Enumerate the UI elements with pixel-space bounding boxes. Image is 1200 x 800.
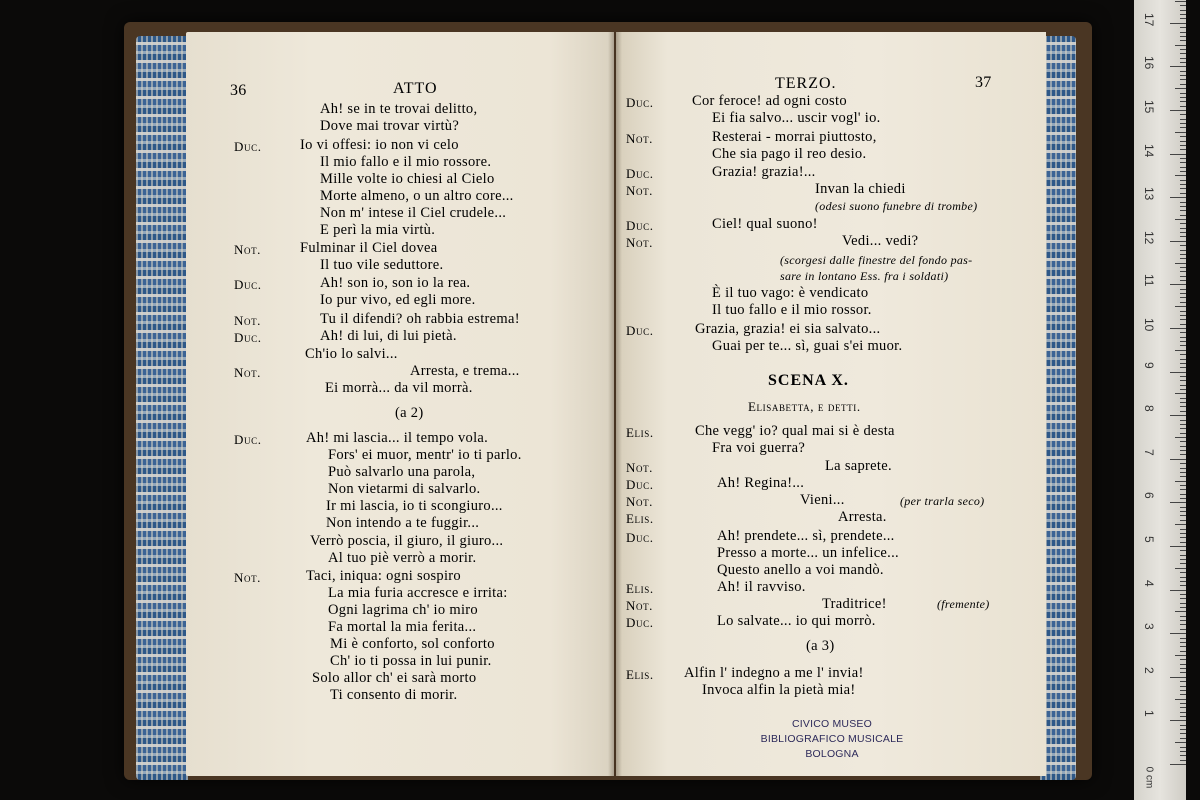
speaker-label: Elis. bbox=[626, 667, 654, 682]
ruler-tick bbox=[1175, 393, 1186, 394]
verse-line: Ir mi lascia, io ti scongiuro... bbox=[326, 498, 503, 514]
ruler-tick bbox=[1180, 267, 1186, 268]
ruler-tick bbox=[1170, 66, 1186, 67]
ruler-tick bbox=[1180, 755, 1186, 756]
verse-line: Invoca alfin la pietà mia! bbox=[702, 682, 856, 698]
speaker-label: Duc. bbox=[234, 277, 262, 292]
ruler-tick bbox=[1180, 694, 1186, 695]
ruler-tick bbox=[1180, 232, 1186, 233]
ruler-tick bbox=[1180, 79, 1186, 80]
verse-line: Il tuo vile seduttore. bbox=[320, 257, 444, 273]
speaker-label: Duc. bbox=[234, 139, 262, 154]
verse-line: (per trarla seco) bbox=[900, 494, 985, 508]
ruler-tick bbox=[1180, 337, 1186, 338]
verse-line: Arresta, e trema... bbox=[410, 363, 520, 379]
verse-line: Ah! il ravviso. bbox=[717, 579, 806, 595]
ruler-tick bbox=[1170, 284, 1186, 285]
ruler-tick bbox=[1180, 223, 1186, 224]
book-edge-marbled-left bbox=[136, 36, 188, 780]
verse-line: (a 2) bbox=[395, 405, 424, 421]
ruler-tick bbox=[1180, 463, 1186, 464]
ruler-tick bbox=[1180, 62, 1186, 63]
ruler-tick bbox=[1180, 707, 1186, 708]
ruler-tick bbox=[1180, 428, 1186, 429]
ruler-tick bbox=[1180, 515, 1186, 516]
ruler-tick bbox=[1180, 703, 1186, 704]
ruler-tick bbox=[1180, 141, 1186, 142]
verse-line: Grazia! grazia!... bbox=[712, 164, 816, 180]
speaker-label: Not. bbox=[234, 313, 262, 328]
ruler-number: 9 bbox=[1142, 361, 1156, 369]
ruler-tick bbox=[1180, 363, 1186, 364]
ruler-tick bbox=[1175, 1, 1186, 2]
right-page-number: 37 bbox=[975, 74, 992, 91]
ruler-tick bbox=[1180, 733, 1186, 734]
ruler-tick bbox=[1175, 655, 1186, 656]
ruler-tick bbox=[1180, 476, 1186, 477]
ruler-tick bbox=[1170, 154, 1186, 155]
ruler-tick bbox=[1180, 215, 1186, 216]
ruler-tick bbox=[1170, 633, 1186, 634]
ruler-tick bbox=[1180, 53, 1186, 54]
ruler-tick bbox=[1180, 450, 1186, 451]
verse-line: sare in lontano Ess. fra i soldati) bbox=[780, 269, 949, 283]
ruler-tick bbox=[1180, 367, 1186, 368]
ruler-tick bbox=[1175, 306, 1186, 307]
ruler-tick bbox=[1180, 14, 1186, 15]
verse-line: Morte almeno, o un altro core... bbox=[320, 188, 514, 204]
ruler-tick bbox=[1180, 659, 1186, 660]
verse-line: Ogni lagrima ch' io miro bbox=[328, 602, 478, 618]
ruler-tick bbox=[1180, 71, 1186, 72]
ruler-number: 5 bbox=[1142, 536, 1156, 543]
ruler-tick bbox=[1180, 563, 1186, 564]
ruler-tick bbox=[1180, 18, 1186, 19]
ruler-tick bbox=[1180, 629, 1186, 630]
ruler-tick bbox=[1180, 716, 1186, 717]
ruler-tick bbox=[1170, 764, 1186, 765]
verse-line: Cor feroce! ad ogni costo bbox=[692, 93, 847, 109]
verse-line: È il tuo vago: è vendicato bbox=[712, 285, 869, 301]
ruler-tick bbox=[1180, 114, 1186, 115]
ruler-tick bbox=[1175, 699, 1186, 700]
verse-line: Taci, iniqua: ogni sospiro bbox=[306, 568, 461, 584]
ruler-tick bbox=[1180, 345, 1186, 346]
ruler-tick bbox=[1180, 433, 1186, 434]
speaker-label: Elis. bbox=[626, 425, 654, 440]
ruler-tick bbox=[1180, 315, 1186, 316]
ruler-number: 4 bbox=[1142, 579, 1156, 587]
ruler-tick bbox=[1180, 171, 1186, 172]
right-running-head: TERZO. bbox=[775, 75, 837, 92]
ruler-tick bbox=[1180, 158, 1186, 159]
ruler-tick bbox=[1180, 725, 1186, 726]
ruler-number: 14 bbox=[1142, 143, 1156, 157]
verse-line: Vedi... vedi? bbox=[842, 233, 919, 249]
speaker-label: Duc. bbox=[626, 95, 654, 110]
ruler-tick bbox=[1180, 624, 1186, 625]
ruler-tick bbox=[1180, 311, 1186, 312]
ruler-tick bbox=[1175, 611, 1186, 612]
ruler-tick bbox=[1175, 132, 1186, 133]
verse-line: Ah! mi lascia... il tempo vola. bbox=[306, 430, 489, 446]
ruler-tick bbox=[1170, 23, 1186, 24]
ruler-tick bbox=[1170, 720, 1186, 721]
verse-line: Resterai - morrai piuttosto, bbox=[712, 129, 877, 145]
ruler-tick bbox=[1180, 254, 1186, 255]
speaker-label: Not. bbox=[626, 460, 654, 475]
ruler-tick bbox=[1175, 219, 1186, 220]
ruler-tick bbox=[1180, 93, 1186, 94]
ruler-number: 11 bbox=[1142, 274, 1156, 287]
verse-line: Elisabetta, e detti. bbox=[748, 399, 861, 414]
ruler-tick bbox=[1180, 594, 1186, 595]
ruler-tick bbox=[1180, 494, 1186, 495]
ruler-tick bbox=[1180, 258, 1186, 259]
ruler-tick bbox=[1180, 738, 1186, 739]
ruler-tick bbox=[1180, 672, 1186, 673]
ruler-tick bbox=[1180, 84, 1186, 85]
ruler-tick bbox=[1180, 193, 1186, 194]
ruler-tick bbox=[1180, 276, 1186, 277]
ruler-tick bbox=[1180, 27, 1186, 28]
ruler-tick bbox=[1180, 188, 1186, 189]
ruler-tick bbox=[1180, 302, 1186, 303]
ruler-tick bbox=[1180, 245, 1186, 246]
verse-line: Ei fia salvo... uscir vogl' io. bbox=[712, 110, 881, 126]
ruler-tick bbox=[1180, 250, 1186, 251]
ruler-tick bbox=[1180, 441, 1186, 442]
ruler-tick bbox=[1180, 555, 1186, 556]
ruler-tick bbox=[1175, 175, 1186, 176]
verse-line: (a 3) bbox=[806, 638, 835, 654]
verse-line: Grazia, grazia! ei sia salvato... bbox=[695, 321, 881, 337]
ruler-tick bbox=[1180, 420, 1186, 421]
ruler-tick bbox=[1170, 372, 1186, 373]
speaker-label: Not. bbox=[626, 598, 654, 613]
ruler-tick bbox=[1180, 690, 1186, 691]
ruler-number: 15 bbox=[1142, 100, 1156, 114]
ruler-number: 8 bbox=[1142, 405, 1156, 412]
ruler-tick bbox=[1180, 712, 1186, 713]
ruler-tick bbox=[1180, 119, 1186, 120]
speaker-label: Not. bbox=[626, 183, 654, 198]
ruler-tick bbox=[1180, 10, 1186, 11]
ruler-number: 17 bbox=[1142, 12, 1156, 27]
ruler-tick bbox=[1180, 472, 1186, 473]
verse-line: Presso a morte... un infelice... bbox=[717, 545, 899, 561]
ruler-tick bbox=[1180, 446, 1186, 447]
verse-line: Arresta. bbox=[838, 509, 887, 525]
ruler-tick bbox=[1180, 406, 1186, 407]
ruler-tick bbox=[1170, 546, 1186, 547]
ruler-tick bbox=[1180, 642, 1186, 643]
verse-line: Io vi offesi: io non vi celo bbox=[300, 137, 459, 153]
speaker-label: Elis. bbox=[626, 581, 654, 596]
ruler-tick bbox=[1170, 197, 1186, 198]
ruler-tick bbox=[1180, 668, 1186, 669]
ruler-tick bbox=[1180, 616, 1186, 617]
speaker-label: Not. bbox=[626, 494, 654, 509]
ruler-tick bbox=[1180, 293, 1186, 294]
ruler-tick bbox=[1180, 136, 1186, 137]
verse-line: Lo salvate... io qui morrò. bbox=[717, 613, 876, 629]
ruler-tick bbox=[1180, 184, 1186, 185]
verse-line: Guai per te... sì, guai s'ei muor. bbox=[712, 338, 903, 354]
ruler-tick bbox=[1180, 507, 1186, 508]
verse-line: Fors' ei muor, mentr' io ti parlo. bbox=[328, 447, 522, 463]
ruler-tick bbox=[1180, 145, 1186, 146]
ruler-tick bbox=[1180, 760, 1186, 761]
verse-line: Mille volte io chiesi al Cielo bbox=[320, 171, 495, 187]
verse-line: Fulminar il Ciel dovea bbox=[300, 240, 438, 256]
ruler-tick bbox=[1180, 162, 1186, 163]
verse-line: Verrò poscia, il giuro, il giuro... bbox=[310, 533, 504, 549]
ruler-tick bbox=[1180, 354, 1186, 355]
ruler-tick bbox=[1175, 524, 1186, 525]
verse-line: Al tuo piè verrò a morir. bbox=[328, 550, 477, 566]
ruler-tick bbox=[1180, 359, 1186, 360]
ruler-tick bbox=[1180, 686, 1186, 687]
verse-line: (fremente) bbox=[937, 597, 990, 611]
ruler-tick bbox=[1180, 498, 1186, 499]
speaker-label: Not. bbox=[234, 365, 262, 380]
ruler-tick bbox=[1180, 180, 1186, 181]
ruler-tick bbox=[1170, 502, 1186, 503]
ruler-tick bbox=[1170, 241, 1186, 242]
stamp-line-1: CIVICO MUSEO bbox=[792, 718, 872, 730]
ruler-number: 1 bbox=[1142, 710, 1156, 718]
ruler-number: 16 bbox=[1142, 56, 1156, 70]
speaker-label: Not. bbox=[234, 242, 262, 257]
measurement-ruler bbox=[1134, 0, 1186, 800]
speaker-label: Duc. bbox=[626, 477, 654, 492]
ruler-tick bbox=[1180, 550, 1186, 551]
ruler-tick bbox=[1180, 533, 1186, 534]
verse-line: La mia furia accresce e irrita: bbox=[328, 585, 508, 601]
ruler-tick bbox=[1175, 437, 1186, 438]
ruler-tick bbox=[1180, 97, 1186, 98]
verse-line: Ah! se in te trovai delitto, bbox=[320, 101, 478, 117]
ruler-tick bbox=[1180, 664, 1186, 665]
ruler-tick bbox=[1180, 751, 1186, 752]
verse-line: Ah! prendete... sì, prendete... bbox=[717, 528, 895, 544]
ruler-tick bbox=[1180, 149, 1186, 150]
verse-line: Ah! son io, son io la rea. bbox=[320, 275, 471, 291]
verse-line: Fra voi guerra? bbox=[712, 440, 806, 456]
ruler-tick bbox=[1175, 45, 1186, 46]
verse-line: Che vegg' io? qual mai si è desta bbox=[695, 423, 895, 439]
ruler-tick bbox=[1180, 603, 1186, 604]
verse-line: Il tuo fallo e il mio rossor. bbox=[712, 302, 872, 318]
ruler-tick bbox=[1180, 577, 1186, 578]
ruler-tick bbox=[1180, 341, 1186, 342]
speaker-label: Not. bbox=[626, 235, 654, 250]
ruler-tick bbox=[1180, 559, 1186, 560]
verse-line: SCENA X. bbox=[768, 372, 849, 389]
speaker-label: Duc. bbox=[234, 330, 262, 345]
ruler-tick bbox=[1180, 40, 1186, 41]
ruler-tick bbox=[1180, 36, 1186, 37]
speaker-label: Duc. bbox=[626, 323, 654, 338]
verse-line: Ti consento di morir. bbox=[330, 687, 458, 703]
ruler-tick bbox=[1180, 380, 1186, 381]
ruler-tick bbox=[1180, 106, 1186, 107]
ruler-tick bbox=[1175, 568, 1186, 569]
speaker-label: Not. bbox=[234, 570, 262, 585]
stamp-line-2: BIBLIOGRAFICO MUSICALE bbox=[760, 733, 904, 745]
speaker-label: Not. bbox=[626, 131, 654, 146]
ruler-tick bbox=[1180, 651, 1186, 652]
verse-line: (odesi suono funebre di trombe) bbox=[815, 199, 978, 213]
library-stamp bbox=[760, 717, 904, 762]
verse-line: (scorgesi dalle finestre del fondo pas- bbox=[780, 253, 973, 267]
ruler-tick bbox=[1180, 123, 1186, 124]
verse-line: Non vietarmi di salvarlo. bbox=[328, 481, 481, 497]
ruler-tick bbox=[1180, 402, 1186, 403]
ruler-tick bbox=[1170, 459, 1186, 460]
verse-line: Tu il difendi? oh rabbia estrema! bbox=[320, 311, 520, 327]
ruler-tick bbox=[1180, 271, 1186, 272]
ruler-number: 12 bbox=[1142, 230, 1156, 245]
ruler-tick bbox=[1175, 350, 1186, 351]
verse-line: Traditrice! bbox=[822, 596, 887, 612]
ruler-tick bbox=[1180, 289, 1186, 290]
ruler-tick bbox=[1180, 537, 1186, 538]
ruler-tick bbox=[1180, 511, 1186, 512]
ruler-tick bbox=[1180, 319, 1186, 320]
ruler-tick bbox=[1180, 324, 1186, 325]
verse-line: Solo allor ch' ei sarà morto bbox=[312, 670, 477, 686]
ruler-tick bbox=[1180, 411, 1186, 412]
verse-line: Non intendo a te fuggir... bbox=[326, 515, 480, 531]
ruler-tick bbox=[1180, 49, 1186, 50]
ruler-tick bbox=[1180, 581, 1186, 582]
ruler-tick bbox=[1180, 489, 1186, 490]
ruler-tick bbox=[1180, 729, 1186, 730]
verse-line: Non m' intese il Ciel crudele... bbox=[320, 205, 507, 221]
speaker-label: Duc. bbox=[626, 218, 654, 233]
ruler-tick bbox=[1170, 110, 1186, 111]
verse-line: Invan la chiedi bbox=[815, 181, 906, 197]
stamp-line-3: BOLOGNA bbox=[805, 748, 859, 760]
ruler-tick bbox=[1180, 598, 1186, 599]
ruler-tick bbox=[1170, 328, 1186, 329]
ruler-tick bbox=[1180, 236, 1186, 237]
ruler-tick bbox=[1180, 607, 1186, 608]
ruler-tick bbox=[1180, 32, 1186, 33]
verse-line: Che sia pago il reo desio. bbox=[712, 146, 867, 162]
verse-line: Questo anello a voi mandò. bbox=[717, 562, 884, 578]
verse-line: Mi è conforto, sol conforto bbox=[330, 636, 495, 652]
speaker-label: Elis. bbox=[626, 511, 654, 526]
verse-line: Io pur vivo, ed egli more. bbox=[320, 292, 476, 308]
verse-line: La saprete. bbox=[825, 458, 892, 474]
left-running-head: ATTO bbox=[393, 80, 438, 97]
ruler-number: 2 bbox=[1142, 666, 1156, 674]
verse-line: Ciel! qual suono! bbox=[712, 216, 818, 232]
ruler-number: 7 bbox=[1142, 448, 1156, 456]
left-page-number: 36 bbox=[230, 82, 247, 99]
ruler-tick bbox=[1180, 5, 1186, 6]
ruler-tick bbox=[1170, 590, 1186, 591]
ruler-tick bbox=[1180, 646, 1186, 647]
ruler-tick bbox=[1180, 468, 1186, 469]
verse-line: Ah! di lui, di lui pietà. bbox=[320, 328, 457, 344]
ruler-tick bbox=[1180, 228, 1186, 229]
verse-line: Fa mortal la mia ferita... bbox=[328, 619, 477, 635]
speaker-label: Duc. bbox=[626, 530, 654, 545]
ruler-tick bbox=[1180, 681, 1186, 682]
ruler-tick bbox=[1170, 677, 1186, 678]
ruler-number: 10 bbox=[1142, 318, 1156, 332]
verse-line: Ch'io lo salvi... bbox=[305, 346, 398, 362]
verse-line: Il mio fallo e il mio rossore. bbox=[320, 154, 492, 170]
verse-line: Vieni... bbox=[800, 492, 845, 508]
ruler-tick bbox=[1175, 742, 1186, 743]
ruler-tick bbox=[1180, 210, 1186, 211]
ruler-tick bbox=[1180, 75, 1186, 76]
ruler-tick bbox=[1180, 385, 1186, 386]
ruler-tick bbox=[1180, 167, 1186, 168]
book-gutter bbox=[608, 32, 622, 776]
verse-line: Ei morrà... da vil morrà. bbox=[325, 380, 473, 396]
ruler-tick bbox=[1180, 424, 1186, 425]
ruler-tick bbox=[1180, 542, 1186, 543]
ruler-tick bbox=[1180, 297, 1186, 298]
speaker-label: Duc. bbox=[234, 432, 262, 447]
ruler-tick bbox=[1180, 520, 1186, 521]
ruler-tick bbox=[1180, 332, 1186, 333]
speaker-label: Duc. bbox=[626, 615, 654, 630]
ruler-tick bbox=[1180, 376, 1186, 377]
ruler-number: 6 bbox=[1142, 492, 1156, 500]
ruler-tick bbox=[1180, 485, 1186, 486]
ruler-tick bbox=[1180, 620, 1186, 621]
ruler-tick bbox=[1175, 88, 1186, 89]
ruler-tick bbox=[1180, 58, 1186, 59]
ruler-tick bbox=[1180, 747, 1186, 748]
ruler-tick bbox=[1180, 280, 1186, 281]
ruler-tick bbox=[1170, 415, 1186, 416]
ruler-tick bbox=[1180, 202, 1186, 203]
ruler-tick bbox=[1180, 101, 1186, 102]
ruler-tick bbox=[1180, 638, 1186, 639]
ruler-tick bbox=[1180, 572, 1186, 573]
ruler-tick bbox=[1180, 206, 1186, 207]
ruler-unit-label: 0 cm bbox=[1143, 766, 1155, 789]
ruler-tick bbox=[1175, 481, 1186, 482]
ruler-tick bbox=[1180, 127, 1186, 128]
verse-line: Dove mai trovar virtù? bbox=[320, 118, 460, 134]
ruler-number: 3 bbox=[1142, 623, 1156, 630]
verse-line: Ch' io ti possa in lui punir. bbox=[330, 653, 492, 669]
ruler-tick bbox=[1180, 585, 1186, 586]
verse-line: Alfin l' indegno a me l' invia! bbox=[684, 665, 864, 681]
ruler-tick bbox=[1180, 454, 1186, 455]
ruler-tick bbox=[1180, 529, 1186, 530]
verse-line: Può salvarlo una parola, bbox=[328, 464, 476, 480]
ruler-tick bbox=[1180, 398, 1186, 399]
ruler-tick bbox=[1180, 389, 1186, 390]
speaker-label: Duc. bbox=[626, 166, 654, 181]
ruler-number: 13 bbox=[1142, 187, 1156, 201]
verse-line: E perì la mia virtù. bbox=[320, 222, 436, 238]
verse-line: Ah! Regina!... bbox=[717, 475, 805, 491]
ruler-tick bbox=[1175, 263, 1186, 264]
